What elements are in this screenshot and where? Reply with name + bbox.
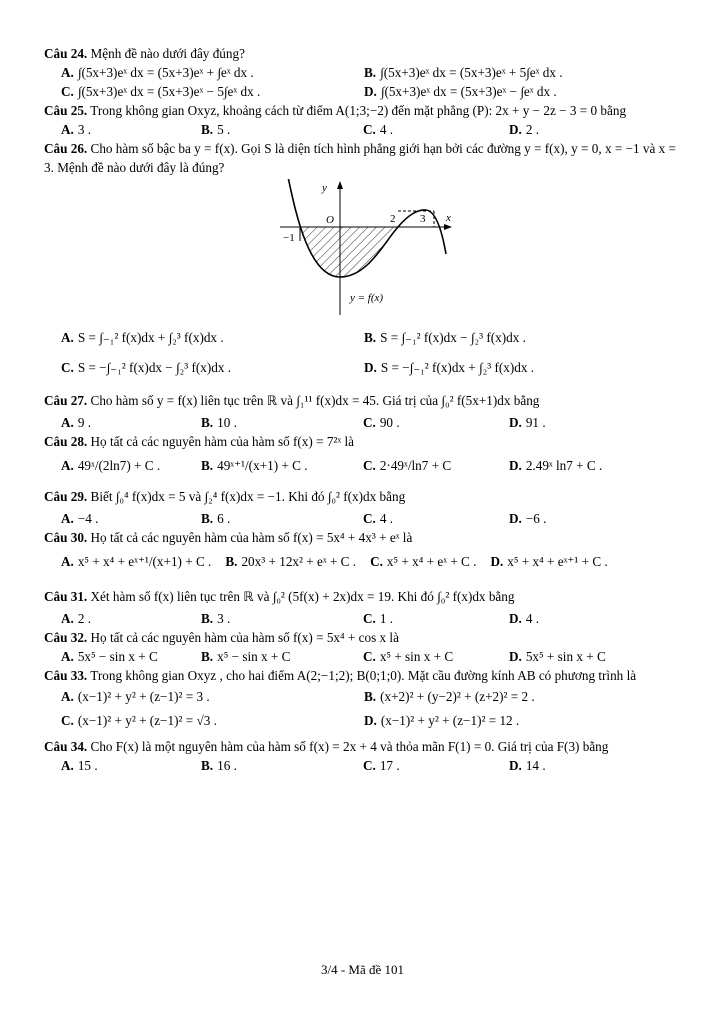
option-b[interactable]: B. x⁵ − sin x + C — [201, 649, 291, 664]
option-c[interactable]: C. 4 . — [363, 511, 394, 526]
option-a[interactable]: A. 5x⁵ − sin x + C — [61, 649, 158, 664]
option-b[interactable]: B. 5 . — [201, 122, 231, 137]
cubic-graph-svg — [280, 179, 460, 315]
options-row — [61, 609, 685, 628]
options-row — [61, 63, 685, 82]
options-row — [61, 509, 685, 528]
question-number: Câu 30. — [44, 530, 88, 545]
question-number: Câu 34. — [44, 739, 88, 754]
option-d[interactable]: D. −6 . — [509, 511, 547, 526]
option-c[interactable]: C. 1 . — [363, 611, 394, 626]
options-row — [61, 413, 685, 432]
option-a[interactable]: A. −4 . — [61, 511, 99, 526]
tick-2: 2 — [390, 213, 396, 225]
question-number: Câu 28. — [44, 434, 88, 449]
option-d[interactable]: D. 2.49ˣ ln7 + C . — [509, 458, 603, 473]
question-27 — [44, 389, 685, 413]
question-text: Xét hàm số f(x) liên tục trên ℝ và ∫₀² (5f(x) + 2x)dx = 19. Khi đó ∫₀² f(x)dx bằng — [90, 589, 515, 604]
option-d[interactable]: D. x⁵ + x⁴ + eˣ⁺¹ + C . — [490, 554, 608, 569]
option-d[interactable]: D. 91 . — [509, 415, 546, 430]
option-d[interactable]: D. ∫(5x+3)eˣ dx = (5x+3)eˣ − ∫eˣ dx . — [364, 84, 557, 99]
option-c[interactable]: C. 2·49ˣ/ln7 + C — [363, 458, 452, 473]
question-number: Câu 31. — [44, 589, 88, 604]
question-33 — [44, 666, 685, 685]
option-a[interactable]: A. (x−1)² + y² + (z−1)² = 3 . — [61, 689, 210, 704]
question-32 — [44, 628, 685, 647]
x-axis-arrow — [444, 224, 452, 230]
question-number: Câu 26. — [44, 141, 88, 156]
option-b[interactable]: B. 20x³ + 12x² + eˣ + C . — [225, 554, 357, 569]
options-row — [61, 120, 685, 139]
option-b[interactable]: B. 49ˣ⁺¹/(x+1) + C . — [201, 458, 308, 473]
question-text: Cho F(x) là một nguyên hàm của hàm số f(x) = 2x + 4 và thỏa mãn F(1) = 0. Giá trị của F(3) bằng — [90, 739, 609, 754]
options-row — [61, 709, 685, 733]
question-26 — [44, 139, 685, 177]
function-graph — [280, 179, 685, 319]
question-number: Câu 25. — [44, 103, 88, 118]
question-number: Câu 29. — [44, 489, 88, 504]
option-b[interactable]: B. 10 . — [201, 415, 237, 430]
option-a[interactable]: A. 9 . — [61, 415, 92, 430]
question-text: Mệnh đề nào dưới đây đúng? — [90, 46, 245, 61]
option-b[interactable]: B. 6 . — [201, 511, 231, 526]
option-c[interactable]: C. ∫(5x+3)eˣ dx = (5x+3)eˣ − 5∫eˣ dx . — [61, 84, 261, 99]
shaded-region — [300, 227, 398, 277]
option-d[interactable]: D. (x−1)² + y² + (z−1)² = 12 . — [364, 713, 520, 728]
option-a[interactable]: A. ∫(5x+3)eˣ dx = (5x+3)eˣ + ∫eˣ dx . — [61, 65, 254, 80]
option-d[interactable]: D. S = −∫₋₁² f(x)dx + ∫₂³ f(x)dx . — [364, 360, 535, 375]
option-c[interactable]: C. 4 . — [363, 122, 394, 137]
option-c[interactable]: C. (x−1)² + y² + (z−1)² = √3 . — [61, 713, 217, 728]
page-footer: 3/4 - Mã đề 101 — [320, 962, 405, 977]
option-b[interactable]: B. (x+2)² + (y−2)² + (z+2)² = 2 . — [364, 689, 535, 704]
question-28 — [44, 432, 685, 451]
curve-label: y = f(x) — [350, 292, 384, 304]
option-c[interactable]: C. x⁵ + sin x + C — [363, 649, 454, 664]
options-row — [61, 353, 685, 383]
tick-neg1: −1 — [283, 232, 295, 244]
question-text: Họ tất cả các nguyên hàm của hàm số f(x) = 5x⁴ + cos x là — [90, 630, 399, 645]
options-row — [61, 451, 685, 481]
label-y: y — [322, 182, 327, 194]
question-number: Câu 32. — [44, 630, 88, 645]
option-b[interactable]: B. S = ∫₋₁² f(x)dx − ∫₂³ f(x)dx . — [364, 330, 526, 345]
y-axis-arrow — [337, 181, 343, 189]
option-d[interactable]: D. 14 . — [509, 758, 546, 773]
option-d[interactable]: D. 2 . — [509, 122, 540, 137]
question-29 — [44, 485, 685, 509]
options-row — [61, 547, 685, 577]
question-25 — [44, 101, 685, 120]
option-a[interactable]: A. S = ∫₋₁² f(x)dx + ∫₂³ f(x)dx . — [61, 330, 224, 345]
options-row — [61, 82, 685, 101]
options-row — [61, 323, 685, 353]
option-c[interactable]: C. x⁵ + x⁴ + eˣ + C . — [370, 554, 477, 569]
option-a[interactable]: A. x⁵ + x⁴ + eˣ⁺¹/(x+1) + C . — [61, 554, 212, 569]
options-row — [61, 647, 685, 666]
question-text: Họ tất cả các nguyên hàm của hàm số f(x) = 7²ˣ là — [90, 434, 354, 449]
option-c[interactable]: C. 17 . — [363, 758, 400, 773]
option-b[interactable]: B. 3 . — [201, 611, 231, 626]
tick-3: 3 — [420, 213, 426, 225]
question-number: Câu 33. — [44, 668, 88, 683]
option-c[interactable]: C. S = −∫₋₁² f(x)dx − ∫₂³ f(x)dx . — [61, 360, 232, 375]
option-b[interactable]: B. ∫(5x+3)eˣ dx = (5x+3)eˣ + 5∫eˣ dx . — [364, 65, 563, 80]
question-30 — [44, 528, 685, 547]
question-text: Cho hàm số bậc ba y = f(x). Gọi S là diện tích hình phẳng giới hạn bởi các đường y = f(x), y = 0, x = −1 và x = 3. Mệnh đề nào dưới đây là đúng? — [44, 141, 676, 175]
question-text: Trong không gian Oxyz , cho hai điểm A(2;−1;2); B(0;1;0). Mặt cầu đường kính AB có phương trình là — [90, 668, 637, 683]
option-a[interactable]: A. 3 . — [61, 122, 92, 137]
option-d[interactable]: D. 5x⁵ + sin x + C — [509, 649, 606, 664]
question-text: Cho hàm số y = f(x) liên tục trên ℝ và ∫₁¹¹ f(x)dx = 45. Giá trị của ∫₀² f(5x+1)dx bằng — [90, 393, 540, 408]
option-a[interactable]: A. 49ˣ/(2ln7) + C . — [61, 458, 161, 473]
option-a[interactable]: A. 15 . — [61, 758, 98, 773]
label-origin: O — [326, 214, 334, 226]
question-text: Trong không gian Oxyz, khoảng cách từ điểm A(1;3;−2) đến mặt phẳng (P): 2x + y − 2z − 3 = 0 bằng — [90, 103, 627, 118]
option-a[interactable]: A. 2 . — [61, 611, 92, 626]
question-24 — [44, 44, 685, 63]
question-34 — [44, 737, 685, 756]
question-text: Họ tất cả các nguyên hàm của hàm số f(x) = 5x⁴ + 4x³ + eˣ là — [90, 530, 413, 545]
option-d[interactable]: D. 4 . — [509, 611, 540, 626]
question-number: Câu 27. — [44, 393, 88, 408]
question-number: Câu 24. — [44, 46, 88, 61]
label-x: x — [446, 212, 451, 224]
options-row — [61, 756, 685, 775]
options-row — [61, 685, 685, 709]
option-c[interactable]: C. 90 . — [363, 415, 400, 430]
question-31 — [44, 585, 685, 609]
question-text: Biết ∫₀⁴ f(x)dx = 5 và ∫₂⁴ f(x)dx = −1. Khi đó ∫₀² f(x)dx bằng — [90, 489, 406, 504]
option-b[interactable]: B. 16 . — [201, 758, 237, 773]
